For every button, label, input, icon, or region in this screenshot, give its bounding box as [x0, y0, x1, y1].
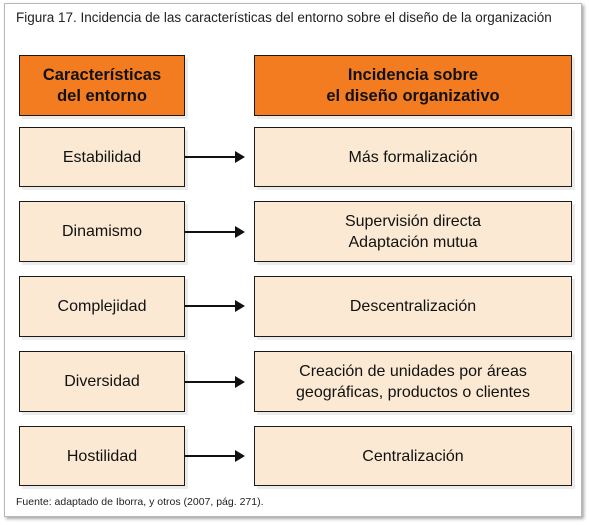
environment-box-dinamismo: [19, 201, 185, 262]
environment-box-diversidad: [19, 351, 185, 412]
arrow-icon: [185, 376, 245, 388]
impact-box-descentralizacion: [254, 276, 572, 337]
environment-box-hostilidad: [19, 426, 185, 486]
impact-label-line-1: Creación de unidades por áreas: [299, 362, 527, 380]
impact-label: Descentralización: [349, 298, 477, 315]
impact-label-line-1: Supervisión directa: [344, 212, 482, 230]
impact-label: Más formalización: [348, 148, 478, 166]
header-right-line-1: Incidencia sobre: [347, 65, 479, 84]
header-right-line-2: el diseño organizativo: [326, 86, 500, 105]
environment-label: Diversidad: [64, 373, 140, 390]
header-left-line-1: Características: [42, 65, 162, 84]
header-right-box: [254, 55, 572, 116]
impact-box-unidades: [254, 351, 572, 412]
source-note: Fuente: adaptado de Iborra, y otros (2007, pág. 271).: [16, 496, 264, 508]
header-left-box: [19, 55, 185, 116]
environment-label: Complejidad: [57, 298, 147, 315]
environment-label: Hostilidad: [66, 447, 138, 465]
impact-label-line-2: geográficas, productos o clientes: [296, 383, 530, 401]
impact-label: Centralización: [362, 447, 464, 465]
impact-box-formalizacion: [254, 127, 572, 187]
environment-box-estabilidad: [19, 127, 185, 187]
header-left-line-2: del entorno: [57, 86, 147, 105]
impact-box-supervision: [254, 201, 572, 262]
impact-box-centralizacion: [254, 426, 572, 486]
figure-title: Figura 17. Incidencia de las características del entorno sobre el diseño de la organización: [16, 10, 552, 25]
arrow-icon: [185, 450, 245, 462]
arrow-icon: [185, 226, 245, 238]
impact-label-line-2: Adaptación mutua: [348, 233, 478, 251]
environment-label: Estabilidad: [62, 148, 142, 166]
environment-label: Dinamismo: [61, 223, 142, 240]
arrow-icon: [185, 300, 245, 312]
environment-box-complejidad: [19, 276, 185, 337]
arrow-icon: [185, 151, 245, 163]
